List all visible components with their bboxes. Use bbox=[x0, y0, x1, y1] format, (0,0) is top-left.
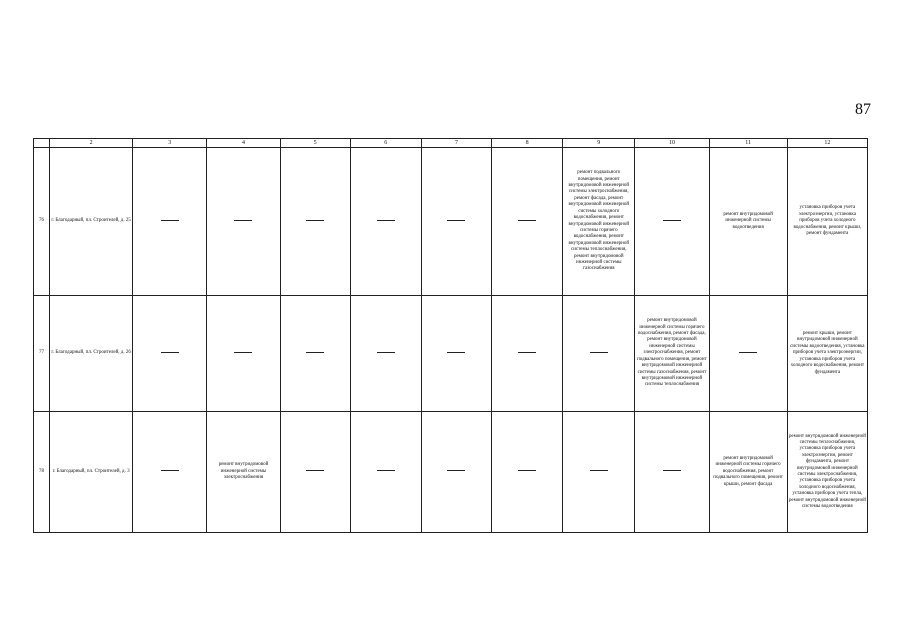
empty-cell bbox=[492, 412, 563, 533]
empty-cell bbox=[635, 412, 709, 533]
address-cell: г. Благодарный, пл. Строителей, д. 25 bbox=[50, 148, 133, 296]
row-number: 77 bbox=[34, 296, 50, 412]
dash-mark bbox=[518, 220, 536, 221]
empty-cell bbox=[207, 148, 280, 296]
dash-mark bbox=[590, 352, 608, 353]
dash-mark bbox=[234, 352, 252, 353]
work-cell-col12: установка приборов учета электроэнергии, установка приборов учета холодного водоснабжения, ремонт крыши, ремонт фундамента bbox=[787, 148, 867, 296]
table-row bbox=[34, 296, 868, 412]
repair-schedule-table bbox=[33, 138, 868, 533]
empty-cell bbox=[421, 296, 491, 412]
dash-mark bbox=[447, 220, 465, 221]
dash-mark bbox=[377, 220, 395, 221]
column-number bbox=[34, 139, 50, 148]
empty-cell bbox=[421, 148, 491, 296]
column-number: 10 bbox=[635, 139, 709, 148]
column-number: 5 bbox=[280, 139, 350, 148]
empty-cell bbox=[280, 148, 350, 296]
empty-cell bbox=[563, 412, 635, 533]
page-number: 87 bbox=[855, 101, 871, 118]
column-number: 12 bbox=[787, 139, 867, 148]
empty-cell bbox=[280, 412, 350, 533]
empty-cell bbox=[492, 296, 563, 412]
empty-cell bbox=[133, 148, 207, 296]
empty-cell bbox=[133, 412, 207, 533]
empty-cell bbox=[207, 296, 280, 412]
dash-mark bbox=[447, 352, 465, 353]
empty-cell bbox=[350, 412, 421, 533]
row-number: 76 bbox=[34, 148, 50, 296]
column-number: 3 bbox=[133, 139, 207, 148]
work-cell-col10: ремонт внутридомовой инженерной системы горячего водоснабжения, ремонт фасада, ремонт внутридомовой инженерной системы электроснабжения, ремонт подвального помещения, ремонт внутридомовой инженерной системы газоснабжения, ремонт внутридомовой инженерной системы теплоснабжения bbox=[635, 296, 709, 412]
empty-cell bbox=[492, 148, 563, 296]
work-cell-col4: ремонт внутридомовой инженерной системы электроснабжения bbox=[207, 412, 280, 533]
empty-cell bbox=[280, 296, 350, 412]
empty-cell bbox=[635, 148, 709, 296]
work-cell-col9: ремонт подвального помещения, ремонт внутридомовой инженерной системы электроснабжения, ремонт фасада, ремонт внутридомовой инженерной системы холодного водоснабжения, ремонт внутридомовой инженерной системы горячего водоснабжения, ремонт внутридомовой инженерной системы теплоснабжения, ремонт внутридомовой инженерной системы газоснабжения bbox=[563, 148, 635, 296]
dash-mark bbox=[518, 470, 536, 471]
column-number: 2 bbox=[50, 139, 133, 148]
dash-mark bbox=[377, 470, 395, 471]
address-cell: г. Благодарный, пл. Строителей, д. 26 bbox=[50, 296, 133, 412]
column-number-row bbox=[34, 139, 868, 148]
dash-mark bbox=[377, 352, 395, 353]
dash-mark bbox=[161, 352, 179, 353]
empty-cell bbox=[133, 296, 207, 412]
dash-mark bbox=[234, 220, 252, 221]
dash-mark bbox=[663, 220, 681, 221]
dash-mark bbox=[306, 352, 324, 353]
work-cell-col11: ремонт внутридомовой инженерной системы горячего водоснабжения, ремонт подвального помещения, ремонт крыши, ремонт фасада bbox=[709, 412, 787, 533]
address-cell: г. Благодарный, пл. Строителей, д. 3 bbox=[50, 412, 133, 533]
column-number: 11 bbox=[709, 139, 787, 148]
column-number: 6 bbox=[350, 139, 421, 148]
empty-cell bbox=[709, 296, 787, 412]
dash-mark bbox=[447, 470, 465, 471]
empty-cell bbox=[421, 412, 491, 533]
table-row bbox=[34, 412, 868, 533]
empty-cell bbox=[350, 296, 421, 412]
empty-cell bbox=[350, 148, 421, 296]
dash-mark bbox=[161, 470, 179, 471]
row-number: 78 bbox=[34, 412, 50, 533]
table-row bbox=[34, 148, 868, 296]
dash-mark bbox=[518, 352, 536, 353]
dash-mark bbox=[663, 470, 681, 471]
dash-mark bbox=[739, 352, 757, 353]
work-cell-col11: ремонт внутридомовой инженерной системы водоотведения bbox=[709, 148, 787, 296]
column-number: 7 bbox=[421, 139, 491, 148]
empty-cell bbox=[563, 296, 635, 412]
work-cell-col12: ремонт крыши, ремонт внутридомовой инженерной системы водоотведения, установка приборов учета электроэнергии, установка приборов учета холодного водоснабжения, ремонт фундамента bbox=[787, 296, 867, 412]
column-number: 4 bbox=[207, 139, 280, 148]
column-number: 8 bbox=[492, 139, 563, 148]
dash-mark bbox=[161, 220, 179, 221]
dash-mark bbox=[590, 470, 608, 471]
work-cell-col12: ремонт внутридомовой инженерной системы теплоснабжения, установка приборов учета электроэнергии, ремонт фундамента, ремонт внутридомовой инженерной системы электроснабжения, установка приборов учета холодного водоснабжения, установка приборов учета тепла, ремонт внутридомовой инженерной системы водоотведения bbox=[787, 412, 867, 533]
dash-mark bbox=[306, 470, 324, 471]
dash-mark bbox=[306, 220, 324, 221]
column-number: 9 bbox=[563, 139, 635, 148]
